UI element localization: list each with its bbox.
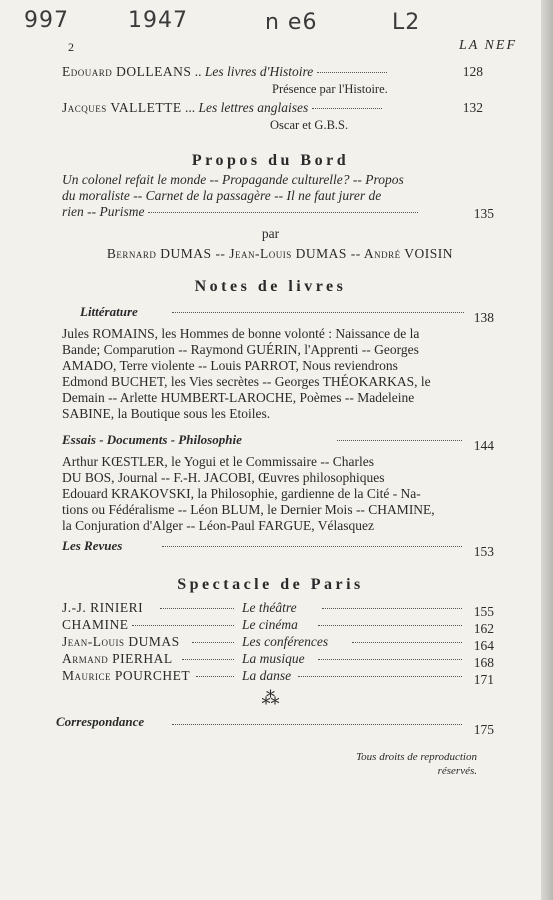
spectacle-row xyxy=(62,617,494,636)
spectacle-author: Maurice POURCHET xyxy=(62,668,191,683)
review-line: la Conjuration d'Alger -- Léon-Paul FARGUE, Vélasquez xyxy=(62,518,374,533)
spectacle-author: Armand PIERHAL xyxy=(62,651,173,666)
entry-page: 128 xyxy=(462,64,483,79)
entry-subtitle: Présence par l'Histoire. xyxy=(272,82,388,96)
review-line: Demain -- Arlette HUMBERT-LAROCHE, Poèmes -- Madeleine xyxy=(62,390,415,405)
entry-subtitle: Oscar et G.B.S. xyxy=(270,118,349,132)
copyright-line: Tous droits de reproduction xyxy=(356,751,477,763)
review-line: DU BOS, Journal -- F.-H. JACOBI, Œuvres philosophiques xyxy=(62,470,385,485)
subsection-label: Essais - Documents - Philosophie xyxy=(62,432,242,447)
spectacle-topic: Le théâtre xyxy=(242,600,297,615)
spectacle-topic: La musique xyxy=(242,651,305,666)
subsection-page: 138 xyxy=(473,310,494,325)
subsection-page: 153 xyxy=(473,544,494,559)
toc-entry: Edouard DOLLEANS .. Les livres d'Histoire 128 xyxy=(62,64,483,79)
handwritten-shelf-mark: L2 xyxy=(392,10,421,35)
spectacle-page: 171 xyxy=(473,672,494,687)
asterism: ⁂ xyxy=(261,688,280,708)
copyright-notice xyxy=(356,750,477,778)
section-heading-spectacle: Spectacle de Paris xyxy=(177,576,364,593)
correspondance-label: Correspondance xyxy=(56,714,145,729)
handwritten-shelf-mark: n e6 xyxy=(265,10,318,35)
review-line: SABINE, la Boutique sous les Etoiles. xyxy=(62,406,271,421)
section-heading-propos: Propos du Bord xyxy=(191,152,350,169)
page-edge xyxy=(541,0,553,900)
spectacle-row xyxy=(62,668,494,687)
spectacle-page: 155 xyxy=(473,604,494,619)
spectacle-page: 162 xyxy=(473,621,494,636)
review-line: Edmond BUCHET, les Vies secrètes -- Georges THÉOKARKAS, le xyxy=(62,374,431,389)
spectacle-author: CHAMINE xyxy=(62,617,129,632)
handwritten-shelf-mark: 997 xyxy=(24,8,69,33)
spectacle-author: J.-J. RINIERI xyxy=(62,600,144,615)
propos-par: par xyxy=(261,226,280,241)
propos-line: Un colonel refait le monde -- Propagande culturelle? -- Propos xyxy=(62,172,404,187)
spectacle-row xyxy=(62,600,494,619)
spectacle-row xyxy=(62,634,494,653)
spectacle-author: Jean-Louis DUMAS xyxy=(62,634,180,649)
entry-title: Les livres d'Histoire xyxy=(204,64,314,79)
propos-authors: Bernard DUMAS -- Jean-Louis DUMAS -- André VOISIN xyxy=(106,246,454,261)
spectacle-page: 164 xyxy=(473,638,494,653)
entry-title: Les lettres anglaises xyxy=(198,100,309,115)
propos-line: rien -- Purisme 135 xyxy=(62,204,494,221)
subsection-label: Les Revues xyxy=(62,538,123,553)
page-number: 2 xyxy=(68,40,74,54)
propos-page: 135 xyxy=(473,206,494,221)
review-line: tions ou Fédéralisme -- Léon BLUM, le Dernier Mois -- CHAMINE, xyxy=(62,502,435,517)
subsection-label: Littérature xyxy=(80,304,138,319)
subsection-page: 144 xyxy=(473,438,494,453)
copyright-line: réservés. xyxy=(437,765,477,777)
correspondance-page: 175 xyxy=(473,722,494,737)
spectacle-topic: Les conférences xyxy=(242,634,329,649)
journal-title: LA NEF xyxy=(458,38,517,53)
entry-author: Edouard DOLLEANS xyxy=(62,64,192,79)
spectacle-topic: Le cinéma xyxy=(242,617,298,632)
toc-entry: Jacques VALLETTE ... Les lettres anglaises 132 xyxy=(62,100,483,115)
section-heading-notes: Notes de livres xyxy=(194,278,347,295)
review-line: Arthur KŒSTLER, le Yogui et le Commissaire -- Charles xyxy=(62,454,374,469)
entry-author: Jacques VALLETTE xyxy=(62,100,182,115)
review-line: AMADO, Terre violente -- Louis PARROT, Nous reviendrons xyxy=(62,358,398,373)
propos-line: du moraliste -- Carnet de la passagère -- Il ne faut jurer de xyxy=(62,188,382,203)
review-line: Edouard KRAKOVSKI, la Philosophie, gardienne de la Cité - Na- xyxy=(62,486,421,501)
spectacle-page: 168 xyxy=(473,655,494,670)
spectacle-topic: La danse xyxy=(242,668,292,683)
review-line: Jules ROMAINS, les Hommes de bonne volonté : Naissance de la xyxy=(62,326,420,341)
spectacle-row xyxy=(62,651,494,670)
handwritten-shelf-mark: 1947 xyxy=(128,8,188,33)
review-line: Bande; Comparution -- Raymond GUÉRIN, l'Apprenti -- Georges xyxy=(62,342,419,357)
entry-page: 132 xyxy=(462,100,483,115)
correspondance-row xyxy=(56,714,494,737)
